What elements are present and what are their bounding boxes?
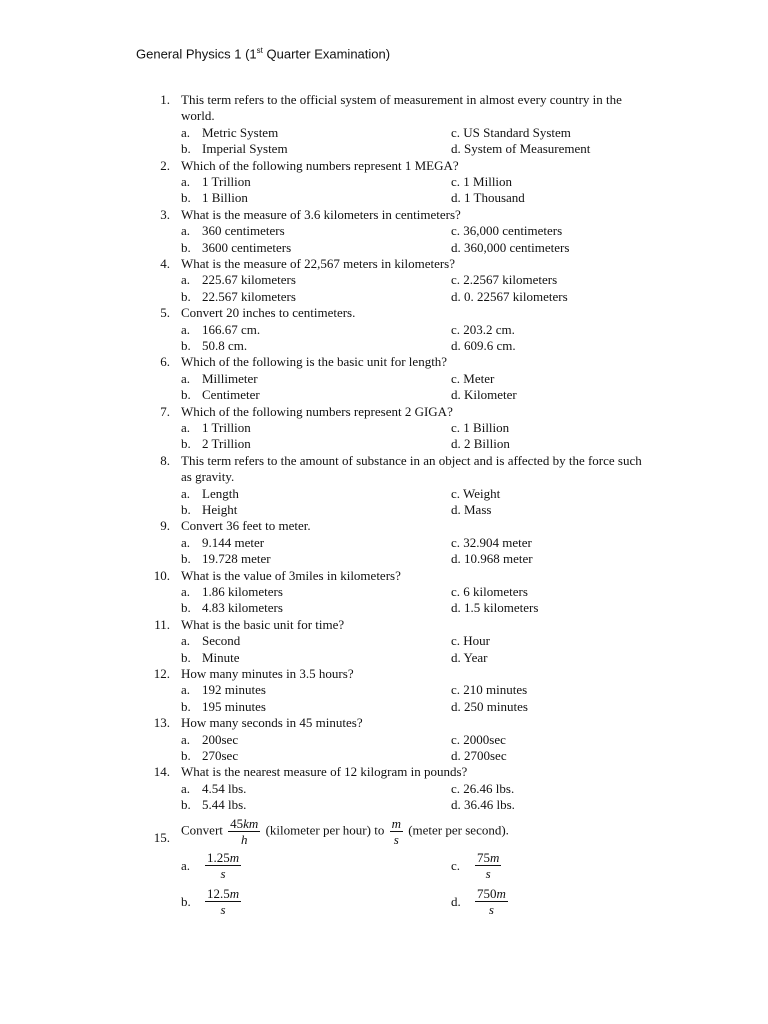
option-letter: d. [451, 600, 464, 616]
option-text: Hour [463, 633, 490, 649]
option-letter: b. [181, 893, 191, 909]
question-number: 5. [160, 305, 170, 321]
option-text: 2000sec [463, 731, 506, 747]
option-b [181, 240, 291, 256]
question-number: 4. [160, 256, 170, 271]
option-letter: a. [181, 223, 191, 239]
fraction-numerator-value: 750 [477, 886, 497, 901]
option-letter: d. [451, 337, 464, 353]
option-text: 250 minutes [464, 698, 528, 714]
option-text: 360,000 centimeters [464, 239, 570, 255]
option-letter: c. [451, 780, 464, 796]
question-text: How many seconds in 45 minutes? [181, 715, 363, 731]
option-text: 1.86 kilometers [202, 583, 283, 599]
option-a [181, 781, 246, 797]
option-letter: d. [451, 190, 464, 206]
question-number: 7. [160, 403, 170, 419]
option-letter: b. [181, 337, 191, 353]
option-text: Mass [464, 501, 492, 517]
option-letter: d. [451, 649, 464, 665]
option-c [451, 633, 490, 649]
option-d [451, 748, 507, 764]
option-text: 50.8 cm. [202, 337, 248, 353]
option-letter: a. [181, 272, 191, 288]
option-letter: b. [181, 387, 191, 403]
option-fraction [475, 850, 501, 881]
option-letter: b. [181, 239, 191, 255]
option-a [181, 322, 260, 338]
option-letter: c. [451, 223, 464, 239]
option-letter: d. [451, 698, 464, 714]
option-a [181, 486, 239, 502]
option-b [181, 699, 266, 715]
option-c [451, 371, 494, 387]
option-letter: a. [181, 534, 191, 550]
option-letter: a. [181, 633, 191, 649]
option-text: 360 centimeters [202, 223, 285, 239]
option-text: Imperial System [202, 141, 288, 157]
option-text: 192 minutes [202, 682, 266, 698]
option-a [181, 272, 296, 288]
question-text: What is the measure of 3.6 kilometers in centimeters? [181, 206, 461, 222]
option-letter: d. [451, 893, 461, 909]
option-d [451, 338, 516, 354]
option-c [451, 584, 528, 600]
question-number: 13. [153, 715, 170, 731]
option-fraction [205, 850, 241, 881]
option-b [181, 502, 237, 518]
option-b [181, 551, 271, 567]
option-text: 1 Trillion [202, 419, 251, 435]
option-letter: b. [181, 747, 191, 763]
option-c [451, 682, 527, 698]
question-text: What is the nearest measure of 12 kilogram in pounds? [181, 764, 468, 780]
option-c [451, 781, 514, 797]
fraction-numerator-unit: m [229, 886, 240, 901]
option-letter: c. [451, 370, 464, 386]
option-text: 166.67 cm. [202, 321, 261, 337]
option-letter: c. [451, 857, 461, 873]
option-text: 2.2567 kilometers [463, 272, 558, 288]
option-letter: b. [181, 436, 191, 452]
question-text: Which of the following numbers represent 1 MEGA? [181, 157, 459, 173]
question-text: Which of the following is the basic unit for length? [181, 354, 448, 370]
option-b [181, 289, 296, 305]
fraction-numerator-value: 1.25 [207, 850, 230, 865]
option-a [181, 584, 283, 600]
option-text: 26.46 lbs. [463, 780, 515, 796]
question-text: What is the basic unit for time? [181, 616, 345, 632]
option-letter: d. [451, 141, 464, 157]
option-text: 203.2 cm. [463, 321, 515, 337]
option-letter: b. [181, 190, 191, 206]
option-letter: c. [451, 485, 464, 501]
option-letter: b. [181, 551, 191, 567]
option-d [451, 699, 528, 715]
option-a [181, 535, 264, 551]
option-d [451, 141, 590, 157]
option-d [451, 502, 491, 518]
option-text: Weight [463, 485, 501, 501]
question-text: This term refers to the amount of substance in an object and is affected by the force such [181, 452, 642, 468]
option-letter: d. [451, 797, 464, 813]
option-text: Second [202, 633, 241, 649]
option-text: 19.728 meter [202, 551, 271, 567]
option-c [451, 272, 557, 288]
option-letter: a. [181, 321, 191, 337]
option-text: 1 Million [463, 173, 513, 189]
fraction-numerator-unit: m [496, 886, 506, 901]
option-c [451, 850, 503, 881]
question-number: 10. [153, 567, 170, 583]
option-d [451, 289, 568, 305]
question-number: 9. [160, 518, 170, 534]
option-letter: a. [181, 682, 191, 698]
option-d [451, 436, 510, 452]
option-letter: b. [181, 501, 191, 517]
option-letter: d. [451, 551, 464, 567]
option-letter: d. [451, 387, 464, 403]
option-text: 270sec [202, 747, 239, 763]
fraction-km-per-h: $\frac{45km}{h}$ [230, 816, 259, 847]
option-text: 195 minutes [202, 698, 266, 714]
option-a [181, 125, 278, 141]
option-b [181, 141, 288, 157]
option-text: 5.44 lbs. [202, 797, 247, 813]
option-d [451, 551, 533, 567]
option-fraction [475, 886, 508, 917]
question-text: What is the value of 3miles in kilometers? [181, 567, 401, 583]
option-text: Metric System [202, 124, 279, 140]
question-number: 1. [160, 92, 170, 107]
option-letter: a. [181, 780, 191, 796]
option-letter: d. [451, 239, 464, 255]
question-text: Convert $\frac{45km}{h}$ (kilometer per hour) to $\frac{m}{s}$ (meter per second). [181, 816, 509, 847]
option-text: 200sec [202, 731, 239, 747]
option-b [181, 338, 247, 354]
option-text: Length [202, 485, 239, 501]
option-text: 1.5 kilometers [464, 600, 539, 616]
option-letter: d. [451, 747, 464, 763]
option-text: 32.904 meter [463, 534, 532, 550]
fraction-m-per-s: $\frac{m}{s}$ [391, 816, 401, 847]
option-d [451, 886, 510, 917]
option-letter: c. [451, 124, 464, 140]
option-text: 1 Trillion [202, 173, 251, 189]
question-number: 6. [160, 354, 170, 370]
fraction-numerator-unit: m [229, 850, 240, 865]
option-text: 609.6 cm. [464, 337, 516, 353]
fraction-numerator-value: 75 [477, 850, 490, 865]
option-letter: c. [451, 321, 464, 337]
option-letter: c. [451, 731, 464, 747]
option-b [181, 886, 243, 917]
option-letter: c. [451, 583, 464, 599]
question-number: 8. [160, 452, 170, 468]
question-number: 2. [160, 157, 170, 173]
question-text: What is the measure of 22,567 meters in kilometers? [181, 256, 456, 271]
option-letter: b. [181, 649, 191, 665]
option-b [181, 190, 248, 206]
option-letter: a. [181, 583, 191, 599]
option-text: System of Measurement [464, 141, 591, 157]
question-text: world. [181, 108, 215, 124]
option-b [181, 650, 240, 666]
exam-title: General Physics 1 (1st Quarter Examination) [136, 46, 391, 62]
option-text: 2700sec [464, 747, 507, 763]
option-text: 3600 centimeters [202, 239, 292, 255]
question-number: 14. [153, 764, 170, 780]
option-letter: c. [451, 419, 464, 435]
option-c [451, 322, 515, 338]
option-letter: b. [181, 141, 191, 157]
fraction-denominator: s [205, 901, 241, 917]
option-text: Millimeter [202, 370, 258, 386]
option-letter: c. [451, 633, 464, 649]
option-text: 0. 22567 kilometers [464, 288, 568, 304]
option-letter: c. [451, 173, 464, 189]
option-letter: b. [181, 698, 191, 714]
option-letter: d. [451, 288, 464, 304]
option-letter: a. [181, 731, 191, 747]
option-c [451, 535, 532, 551]
option-text: 2 Billion [464, 436, 510, 452]
option-text: 22.567 kilometers [202, 288, 296, 304]
option-letter: a. [181, 419, 191, 435]
option-letter: a. [181, 857, 191, 873]
option-text: 1 Billion [463, 419, 510, 435]
option-text: Centimeter [202, 387, 260, 403]
option-a [181, 682, 266, 698]
option-c [451, 174, 512, 190]
option-d [451, 387, 517, 403]
option-text: 2 Trillion [202, 436, 251, 452]
option-b [181, 387, 260, 403]
option-text: Height [202, 501, 238, 517]
option-c [451, 486, 500, 502]
option-letter: d. [451, 501, 464, 517]
option-text: 4.83 kilometers [202, 600, 283, 616]
option-fraction [205, 886, 241, 917]
fraction-denominator: s [475, 901, 508, 917]
option-c [451, 223, 562, 239]
fraction-denominator: s [475, 865, 501, 881]
question-text: Convert 20 inches to centimeters. [181, 305, 356, 321]
question-text: This term refers to the official system of measurement in almost every country in the [181, 92, 622, 107]
option-text: 1 Billion [202, 190, 248, 206]
question-number: 12. [153, 666, 170, 681]
option-letter: d. [451, 436, 464, 452]
option-d [451, 240, 569, 256]
option-letter: c. [451, 682, 464, 698]
option-text: US Standard System [463, 124, 571, 140]
option-d [451, 600, 538, 616]
fraction-numerator-unit: m [490, 850, 500, 865]
option-a [181, 850, 243, 881]
option-text: 1 Thousand [464, 190, 525, 206]
option-letter: b. [181, 288, 191, 304]
option-c [451, 125, 571, 141]
option-text: 36.46 lbs. [464, 797, 515, 813]
option-b [181, 600, 283, 616]
option-text: 225.67 kilometers [202, 272, 296, 288]
option-text: 210 minutes [463, 682, 528, 698]
option-c [451, 420, 509, 436]
option-text: 4.54 lbs. [202, 780, 247, 796]
option-text: Minute [202, 649, 240, 665]
question-text: Which of the following numbers represent 2 GIGA? [181, 403, 453, 419]
option-b [181, 748, 238, 764]
option-text: 10.968 meter [464, 551, 533, 567]
option-d [451, 190, 525, 206]
option-a [181, 732, 238, 748]
option-c [451, 732, 506, 748]
option-text: Kilometer [464, 387, 517, 403]
question-number: 15. [153, 830, 170, 845]
option-letter: a. [181, 485, 191, 501]
question-text: as gravity. [181, 469, 235, 485]
option-letter: b. [181, 600, 191, 616]
option-text: Year [463, 649, 488, 665]
option-a [181, 174, 251, 190]
option-a [181, 420, 251, 436]
option-text: Meter [463, 370, 495, 386]
option-letter: a. [181, 124, 191, 140]
option-letter: c. [451, 272, 464, 288]
option-letter: a. [181, 173, 191, 189]
fraction-numerator-value: 12.5 [207, 886, 230, 901]
option-b [181, 797, 246, 813]
option-b [181, 436, 251, 452]
question-text: Convert 36 feet to meter. [181, 518, 311, 534]
option-text: 9.144 meter [202, 534, 265, 550]
option-a [181, 371, 258, 387]
option-a [181, 633, 240, 649]
option-text: 6 kilometers [463, 583, 528, 599]
question-number: 3. [160, 206, 170, 222]
option-letter: a. [181, 370, 191, 386]
fraction-denominator: s [205, 865, 241, 881]
option-d [451, 650, 488, 666]
question-text: How many minutes in 3.5 hours? [181, 666, 354, 681]
option-a [181, 223, 285, 239]
question-number: 11. [154, 616, 170, 632]
option-letter: c. [451, 534, 464, 550]
option-text: 36,000 centimeters [463, 223, 563, 239]
option-letter: b. [181, 797, 191, 813]
option-d [451, 797, 515, 813]
